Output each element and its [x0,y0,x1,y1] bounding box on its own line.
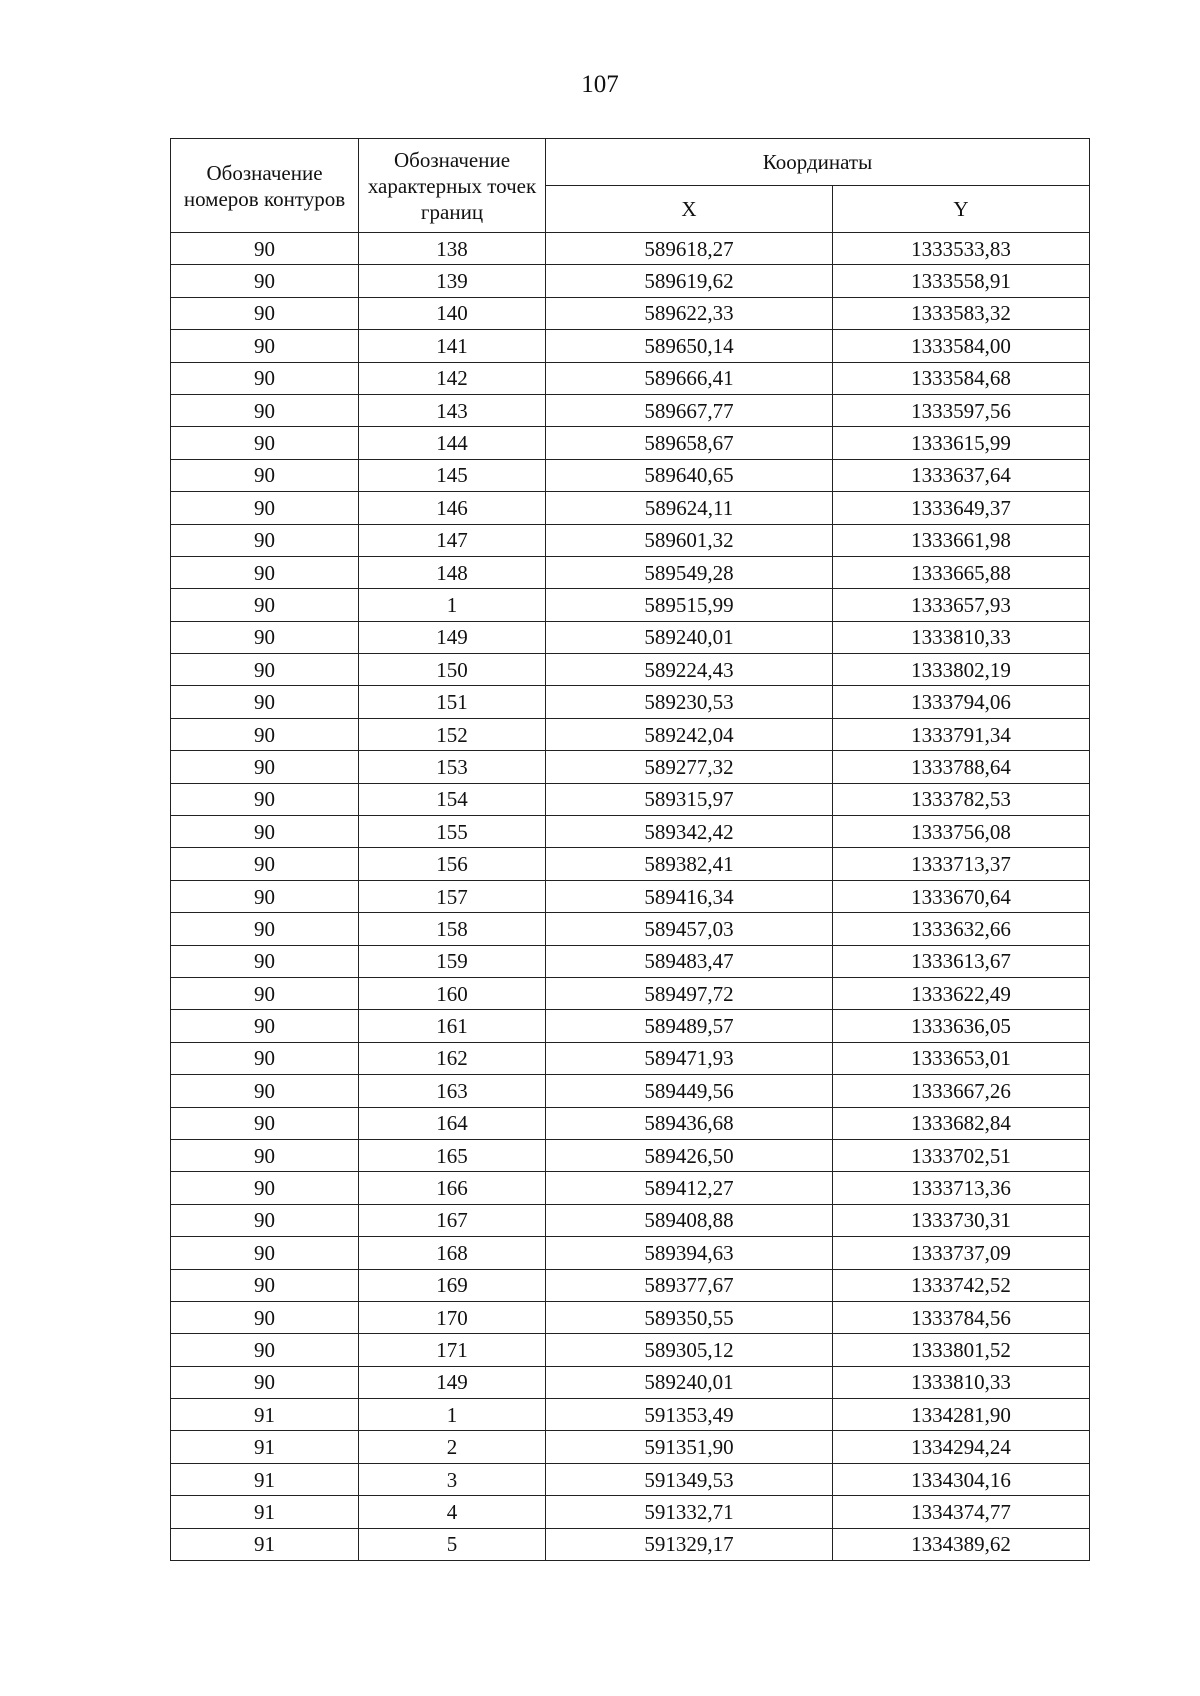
cell-contour: 90 [171,459,359,491]
table-row [171,1366,1090,1398]
cell-x: 589230,53 [546,686,833,718]
cell-x: 589240,01 [546,1366,833,1398]
cell-contour: 90 [171,913,359,945]
cell-y: 1333584,68 [833,362,1090,394]
table-row [171,718,1090,750]
table-row [171,783,1090,815]
table-row [171,1528,1090,1560]
cell-contour: 91 [171,1496,359,1528]
cell-contour: 90 [171,816,359,848]
cell-y: 1333682,84 [833,1107,1090,1139]
cell-y: 1333597,56 [833,394,1090,426]
table-row [171,1204,1090,1236]
cell-contour: 90 [171,783,359,815]
table-row [171,492,1090,524]
cell-x: 589666,41 [546,362,833,394]
cell-y: 1333622,49 [833,977,1090,1009]
table-row [171,589,1090,621]
cell-x: 589471,93 [546,1042,833,1074]
table-row [171,330,1090,362]
cell-y: 1333713,37 [833,848,1090,880]
cell-x: 589277,32 [546,751,833,783]
cell-y: 1333801,52 [833,1334,1090,1366]
cell-y: 1333791,34 [833,718,1090,750]
cell-y: 1333632,66 [833,913,1090,945]
cell-point: 158 [359,913,546,945]
cell-y: 1334389,62 [833,1528,1090,1560]
table-row [171,1399,1090,1431]
cell-x: 589305,12 [546,1334,833,1366]
cell-y: 1333788,64 [833,751,1090,783]
cell-y: 1333665,88 [833,556,1090,588]
table-row [171,1075,1090,1107]
table-row [171,1334,1090,1366]
cell-x: 589242,04 [546,718,833,750]
cell-contour: 91 [171,1528,359,1560]
cell-point: 146 [359,492,546,524]
table-row [171,1431,1090,1463]
cell-x: 591332,71 [546,1496,833,1528]
table-row [171,1301,1090,1333]
cell-contour: 90 [171,265,359,297]
cell-point: 141 [359,330,546,362]
cell-x: 591351,90 [546,1431,833,1463]
cell-y: 1333649,37 [833,492,1090,524]
cell-point: 160 [359,977,546,1009]
cell-point: 169 [359,1269,546,1301]
cell-contour: 90 [171,427,359,459]
cell-y: 1333583,32 [833,297,1090,329]
cell-contour: 91 [171,1463,359,1495]
cell-contour: 90 [171,1269,359,1301]
cell-y: 1333636,05 [833,1010,1090,1042]
cell-contour: 90 [171,751,359,783]
cell-point: 163 [359,1075,546,1107]
table-row [171,1496,1090,1528]
cell-contour: 90 [171,1075,359,1107]
table-row [171,524,1090,556]
cell-point: 148 [359,556,546,588]
cell-point: 155 [359,816,546,848]
cell-y: 1333661,98 [833,524,1090,556]
cell-contour: 91 [171,1399,359,1431]
cell-point: 149 [359,621,546,653]
cell-point: 1 [359,589,546,621]
cell-y: 1333584,00 [833,330,1090,362]
cell-x: 589515,99 [546,589,833,621]
cell-contour: 90 [171,686,359,718]
cell-point: 4 [359,1496,546,1528]
cell-x: 589667,77 [546,394,833,426]
header-coordinates: Координаты [546,139,1090,186]
cell-point: 150 [359,654,546,686]
cell-point: 143 [359,394,546,426]
cell-y: 1333615,99 [833,427,1090,459]
cell-point: 153 [359,751,546,783]
cell-contour: 91 [171,1431,359,1463]
cell-x: 589622,33 [546,297,833,329]
cell-y: 1333742,52 [833,1269,1090,1301]
cell-y: 1333784,56 [833,1301,1090,1333]
cell-y: 1333702,51 [833,1139,1090,1171]
cell-y: 1334294,24 [833,1431,1090,1463]
cell-point: 166 [359,1172,546,1204]
cell-x: 589658,67 [546,427,833,459]
cell-y: 1333613,67 [833,945,1090,977]
cell-point: 167 [359,1204,546,1236]
table-row [171,654,1090,686]
cell-point: 156 [359,848,546,880]
cell-point: 168 [359,1237,546,1269]
cell-point: 142 [359,362,546,394]
cell-contour: 90 [171,394,359,426]
cell-point: 162 [359,1042,546,1074]
table-row [171,265,1090,297]
cell-contour: 90 [171,524,359,556]
table-row [171,816,1090,848]
cell-x: 589416,34 [546,880,833,912]
table-row [171,848,1090,880]
cell-y: 1333782,53 [833,783,1090,815]
cell-contour: 90 [171,1139,359,1171]
cell-y: 1333802,19 [833,654,1090,686]
table-row [171,1107,1090,1139]
table-row [171,945,1090,977]
cell-point: 165 [359,1139,546,1171]
cell-point: 152 [359,718,546,750]
coordinates-table [170,138,1090,1561]
cell-contour: 90 [171,977,359,1009]
cell-point: 151 [359,686,546,718]
cell-x: 591329,17 [546,1528,833,1560]
cell-contour: 90 [171,945,359,977]
cell-point: 3 [359,1463,546,1495]
cell-x: 589497,72 [546,977,833,1009]
cell-x: 589436,68 [546,1107,833,1139]
cell-y: 1333713,36 [833,1172,1090,1204]
cell-y: 1333737,09 [833,1237,1090,1269]
cell-y: 1334281,90 [833,1399,1090,1431]
cell-point: 139 [359,265,546,297]
table-row [171,621,1090,653]
cell-y: 1333794,06 [833,686,1090,718]
cell-point: 2 [359,1431,546,1463]
cell-x: 589342,42 [546,816,833,848]
cell-x: 589483,47 [546,945,833,977]
cell-contour: 90 [171,1301,359,1333]
cell-y: 1334374,77 [833,1496,1090,1528]
cell-contour: 90 [171,654,359,686]
table-row [171,427,1090,459]
table-row [171,686,1090,718]
cell-x: 589408,88 [546,1204,833,1236]
cell-x: 589224,43 [546,654,833,686]
cell-x: 589457,03 [546,913,833,945]
cell-x: 589618,27 [546,233,833,265]
table-row [171,1139,1090,1171]
cell-y: 1333653,01 [833,1042,1090,1074]
cell-contour: 90 [171,718,359,750]
cell-contour: 90 [171,589,359,621]
cell-contour: 90 [171,1172,359,1204]
table-row [171,751,1090,783]
header-y: Y [833,186,1090,233]
cell-x: 589624,11 [546,492,833,524]
cell-contour: 90 [171,233,359,265]
cell-y: 1333558,91 [833,265,1090,297]
cell-point: 161 [359,1010,546,1042]
page-number: 107 [581,71,619,98]
cell-point: 5 [359,1528,546,1560]
cell-contour: 90 [171,330,359,362]
cell-x: 589394,63 [546,1237,833,1269]
cell-point: 140 [359,297,546,329]
table-row [171,233,1090,265]
cell-contour: 90 [171,297,359,329]
table-row [171,1010,1090,1042]
table-row [171,1042,1090,1074]
table-row [171,1463,1090,1495]
cell-y: 1333667,26 [833,1075,1090,1107]
table-row [171,1237,1090,1269]
cell-contour: 90 [171,1107,359,1139]
cell-y: 1333533,83 [833,233,1090,265]
cell-x: 589601,32 [546,524,833,556]
cell-x: 589240,01 [546,621,833,653]
cell-y: 1333637,64 [833,459,1090,491]
cell-point: 171 [359,1334,546,1366]
cell-contour: 90 [171,1010,359,1042]
cell-contour: 90 [171,880,359,912]
table-row [171,556,1090,588]
cell-contour: 90 [171,1334,359,1366]
header-boundary-point: Обозначение характерных точек границ [359,139,546,233]
cell-point: 1 [359,1399,546,1431]
cell-y: 1333670,64 [833,880,1090,912]
cell-point: 159 [359,945,546,977]
cell-y: 1333810,33 [833,621,1090,653]
cell-contour: 90 [171,362,359,394]
cell-x: 589619,62 [546,265,833,297]
cell-x: 589489,57 [546,1010,833,1042]
cell-x: 591349,53 [546,1463,833,1495]
header-contour-number: Обозначение номеров контуров [171,139,359,233]
cell-x: 589650,14 [546,330,833,362]
cell-x: 589640,65 [546,459,833,491]
table-row [171,362,1090,394]
cell-x: 589412,27 [546,1172,833,1204]
cell-y: 1334304,16 [833,1463,1090,1495]
cell-x: 589377,67 [546,1269,833,1301]
cell-y: 1333756,08 [833,816,1090,848]
table-body [171,233,1090,1561]
cell-contour: 90 [171,1366,359,1398]
cell-point: 164 [359,1107,546,1139]
cell-point: 145 [359,459,546,491]
table-row [171,394,1090,426]
cell-contour: 90 [171,1237,359,1269]
table-header [171,139,1090,233]
cell-point: 154 [359,783,546,815]
cell-y: 1333657,93 [833,589,1090,621]
table-row [171,1172,1090,1204]
cell-contour: 90 [171,556,359,588]
cell-point: 157 [359,880,546,912]
cell-point: 144 [359,427,546,459]
cell-contour: 90 [171,492,359,524]
cell-x: 589350,55 [546,1301,833,1333]
table-row [171,913,1090,945]
table-row [171,459,1090,491]
cell-contour: 90 [171,1042,359,1074]
cell-x: 589382,41 [546,848,833,880]
cell-x: 589315,97 [546,783,833,815]
cell-y: 1333810,33 [833,1366,1090,1398]
cell-y: 1333730,31 [833,1204,1090,1236]
table-row [171,297,1090,329]
cell-point: 149 [359,1366,546,1398]
cell-x: 589426,50 [546,1139,833,1171]
cell-contour: 90 [171,848,359,880]
cell-point: 138 [359,233,546,265]
cell-x: 591353,49 [546,1399,833,1431]
cell-x: 589549,28 [546,556,833,588]
table-row [171,977,1090,1009]
cell-contour: 90 [171,621,359,653]
cell-point: 147 [359,524,546,556]
header-x: X [546,186,833,233]
cell-contour: 90 [171,1204,359,1236]
table-row [171,1269,1090,1301]
cell-point: 170 [359,1301,546,1333]
table-row [171,880,1090,912]
cell-x: 589449,56 [546,1075,833,1107]
